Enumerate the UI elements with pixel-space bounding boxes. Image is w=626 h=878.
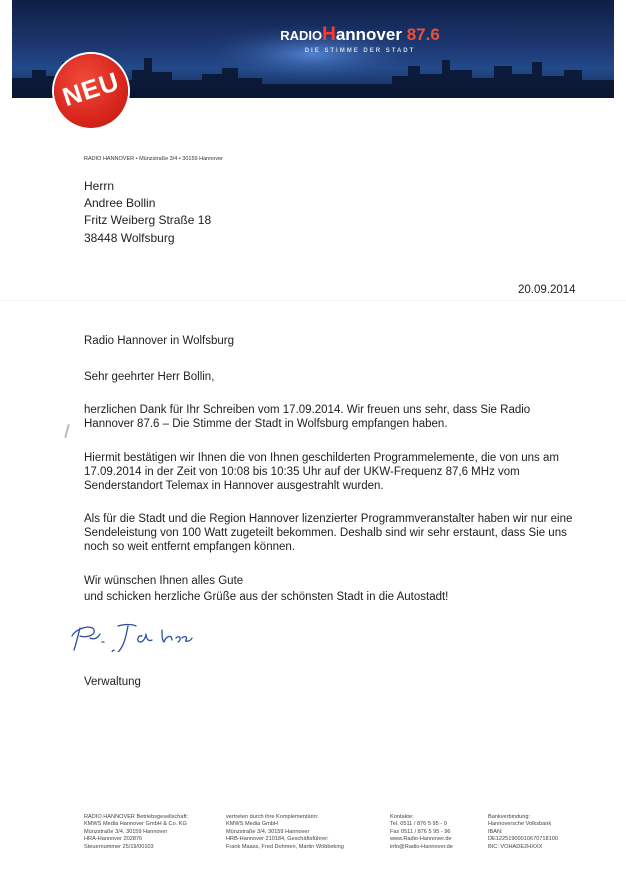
greeting-line: Sehr geehrter Herr Bollin,: [84, 371, 215, 383]
signature-title: Verwaltung: [84, 676, 141, 688]
footer-line: IBAN:: [488, 828, 503, 835]
footer-contact-info: [390, 814, 453, 851]
handwritten-signature: [66, 616, 206, 660]
recipient-salutation: Herrn: [84, 179, 115, 193]
footer-line: Frank Maass, Fred Dohmen, Martin Wöbbeking: [226, 843, 344, 850]
footer-line: HRA-Hannover 202876: [84, 836, 143, 843]
footer-representation-info: [226, 814, 344, 851]
logo-tagline: DIE STIMME DER STADT: [304, 48, 416, 54]
footer-company-info: [84, 814, 188, 851]
footer-line: Hannoversche Volksbank: [488, 821, 552, 828]
footer-email-link[interactable]: info@Radio-Hannover.de: [390, 843, 453, 850]
footer-line: Kontakte:: [390, 814, 414, 820]
footer-line: RADIO HANNOVER Betriebsgesellschaft:: [84, 814, 189, 820]
body-line: Sendeleistung von 100 Watt zugeteilt bekommen. Deshalb sind wir sehr erstaunt, dass Sie uns: [84, 527, 567, 539]
body-paragraph-3: [84, 512, 584, 554]
footer-line: BIC: VOHADE2HXXX: [488, 843, 543, 850]
body-line: Hannover 87.6 – Die Stimme der Stadt in Wolfsburg empfangen haben.: [84, 418, 448, 430]
new-badge: [54, 54, 128, 128]
logo-radio-text: RADIO: [280, 28, 323, 43]
logo-frequency: 87.6: [406, 25, 440, 44]
footer-line: Münzstraße 3/4, 30159 Hannover: [226, 828, 310, 835]
logo-h-letter: H: [322, 24, 336, 45]
sender-return-line: RADIO HANNOVER • Münzstraße 3/4 • 30159 Hannover: [84, 156, 223, 162]
body-paragraph-2: [84, 451, 584, 493]
subject-line: Radio Hannover in Wolfsburg: [84, 335, 235, 347]
footer-line: DE12251900010670718100: [488, 836, 558, 843]
footer-website-link[interactable]: www.Radio-Hannover.de: [390, 836, 452, 843]
footer-line: Steuernummer 25/19/00103: [84, 843, 154, 850]
body-line: 17.09.2014 in der Zeit von 10:08 bis 10:35 Uhr auf der UKW-Frequenz 87,6 MHz vom: [84, 466, 520, 478]
body-line: noch so weit entfernt empfangen können.: [84, 541, 295, 553]
footer-line: Münzstraße 3/4, 30159 Hannover: [84, 828, 168, 835]
body-line: Als für die Stadt und die Region Hannover lizenzierter Programmveranstalter haben wir nur eine: [84, 513, 573, 525]
body-paragraph-1: [84, 403, 584, 431]
logo-annover-text: annover: [335, 25, 402, 44]
footer-line: KMWS Media GmbH: [226, 821, 278, 828]
recipient-name: Andree Bollin: [84, 196, 156, 210]
closing-line: Wir wünschen Ihnen alles Gute: [84, 575, 244, 587]
closing-paragraph: [84, 573, 584, 605]
scan-artifact-mark: [64, 424, 70, 438]
footer-line: Bankverbindung:: [488, 814, 530, 820]
footer-line: vertreten durch ihre Komplementärin:: [226, 814, 319, 820]
new-badge-label: NEU: [58, 65, 124, 113]
footer-line: Tel. 0511 / 876 5 95 - 0: [390, 821, 447, 828]
body-line: Senderstandort Telemax in Hannover ausgestrahlt wurden.: [84, 480, 384, 492]
letter-date: 20.09.2014: [518, 284, 576, 296]
body-line: Hiermit bestätigen wir Ihnen die von Ihnen geschilderten Programmelemente, die von uns am: [84, 452, 559, 464]
recipient-street: Fritz Weiberg Straße 18: [84, 213, 212, 227]
body-line: herzlichen Dank für Ihr Schreiben vom 17.09.2014. Wir freuen uns sehr, dass Sie Radio: [84, 404, 531, 416]
paper-fold-line: [0, 300, 626, 301]
footer-line: KMWS Media Hannover GmbH & Co. KG: [84, 821, 187, 828]
recipient-city: 38448 Wolfsburg: [84, 231, 175, 245]
radio-hannover-logo: [280, 24, 440, 74]
closing-line: und schicken herzliche Grüße aus der schönsten Stadt in die Autostadt!: [84, 591, 449, 603]
footer-bank-info: [488, 814, 558, 851]
footer-line: Fax 0511 / 876 5 95 - 96: [390, 828, 451, 835]
footer-line: HRB-Hannover 210184, Geschäftsführer:: [226, 836, 329, 843]
